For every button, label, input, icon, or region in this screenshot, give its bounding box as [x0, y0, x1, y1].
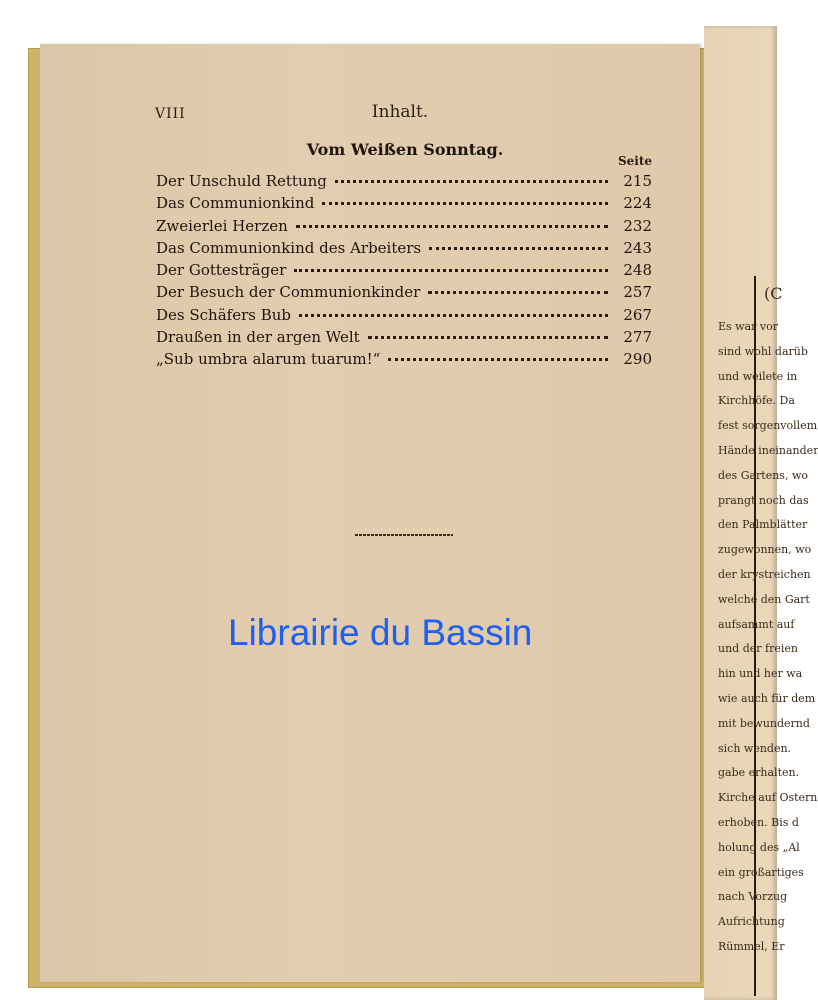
right-page-text-fragment: prangt noch das — [718, 493, 809, 507]
right-page-bracket — [754, 276, 762, 996]
right-page-text-fragment: holung des „Al — [718, 840, 800, 854]
toc-leader-dots — [322, 201, 608, 205]
toc-row — [156, 172, 652, 194]
section-title: Vom Weißen Sonntag. — [306, 140, 504, 159]
page-column-label: Seite — [617, 154, 652, 168]
right-page-text-fragment: sind wohl darüb — [718, 344, 808, 358]
toc-entry-page: 257 — [623, 283, 652, 302]
toc-row — [156, 217, 652, 239]
toc-entry-page: 215 — [623, 172, 652, 190]
page-number: VIII — [155, 106, 186, 122]
right-page-text-fragment: des Gartens, wo — [718, 468, 808, 482]
right-page-text-fragment: Hände ineinander — [718, 444, 818, 457]
toc-entry-page: 277 — [623, 328, 652, 347]
toc-leader-dots — [294, 268, 608, 272]
toc-row — [156, 194, 652, 216]
right-page-text-fragment: zugewonnen, wo — [718, 543, 812, 557]
toc-entry-page: 232 — [623, 216, 652, 235]
toc-leader-dots — [335, 179, 608, 183]
toc-entry-page: 290 — [623, 350, 652, 369]
toc-entry-page: 267 — [623, 305, 652, 324]
toc-entry-title: Draußen in der argen Welt — [156, 328, 360, 347]
toc-leader-dots — [299, 313, 608, 317]
right-page-text-fragment: und der freien — [718, 642, 798, 656]
right-page-text-fragment: der krystreichen — [718, 568, 811, 581]
toc-leader-dots — [296, 224, 608, 228]
right-page-text-fragment: fest sorgenvollem — [718, 419, 818, 433]
toc-row — [156, 261, 652, 283]
toc-row — [156, 350, 652, 372]
toc-entry-title: „Sub umbra alarum tuarum!“ — [156, 350, 381, 369]
ornamental-divider — [355, 534, 453, 536]
toc-leader-dots — [368, 335, 608, 339]
right-page-text-fragment: erhoben. Bis d — [718, 816, 799, 829]
right-page-text-fragment: und weilete in — [718, 369, 798, 383]
right-page-text-fragment: (C — [764, 284, 783, 303]
right-page-text-fragment: Rümmel, Er — [718, 940, 785, 953]
right-page-text-fragment: wie auch für dem — [718, 692, 816, 705]
toc-entry-title: Des Schäfers Bub — [156, 305, 291, 324]
right-page-text-fragment: aufsammt auf — [718, 617, 795, 631]
toc-row — [156, 306, 652, 328]
toc-entry-page: 243 — [623, 238, 652, 257]
table-of-contents — [156, 172, 652, 373]
right-page-text-fragment: Aufrichtung — [718, 915, 785, 929]
toc-entry-title: Das Communionkind des Arbeiters — [156, 238, 422, 257]
toc-entry-page: 248 — [623, 261, 652, 280]
watermark: Librairie du Bassin — [228, 612, 533, 653]
toc-row — [156, 283, 652, 305]
right-page-text-fragment: mit bewundernd — [718, 716, 810, 730]
toc-leader-dots — [429, 246, 608, 250]
right-page-text-fragment: Kirche auf Ostern — [718, 791, 818, 805]
toc-entry-title: Zweierlei Herzen — [156, 216, 288, 235]
right-page-text-fragment: nach Vorzug — [718, 890, 788, 904]
toc-entry-page: 224 — [623, 194, 652, 213]
right-page-text-fragment: den Palmblätter — [718, 518, 808, 532]
right-page — [704, 26, 818, 1000]
right-page-text-fragment: Kirchhöfe. Da — [718, 394, 795, 408]
toc-leader-dots — [428, 290, 608, 294]
toc-entry-title: Der Gottesträger — [156, 261, 287, 280]
right-page-text-fragment: welche den Gart — [718, 592, 810, 606]
page-header: Inhalt. — [371, 102, 429, 122]
right-page-text-fragment: hin und her wa — [718, 667, 803, 681]
toc-entry-title: Der Unschuld Rettung — [156, 172, 327, 190]
right-page-text-fragment: gabe erhalten. — [718, 766, 800, 780]
right-page-text-fragment: sich wenden. — [718, 741, 792, 755]
toc-entry-title: Der Besuch der Communionkinder — [156, 283, 421, 302]
right-page-text-fragment: ein großartiges — [718, 865, 804, 879]
toc-entry-title: Das Communionkind — [156, 194, 315, 213]
toc-row — [156, 239, 652, 261]
toc-row — [156, 328, 652, 350]
toc-leader-dots — [388, 357, 608, 361]
right-page-text-fragment: Es war vor — [718, 320, 778, 333]
